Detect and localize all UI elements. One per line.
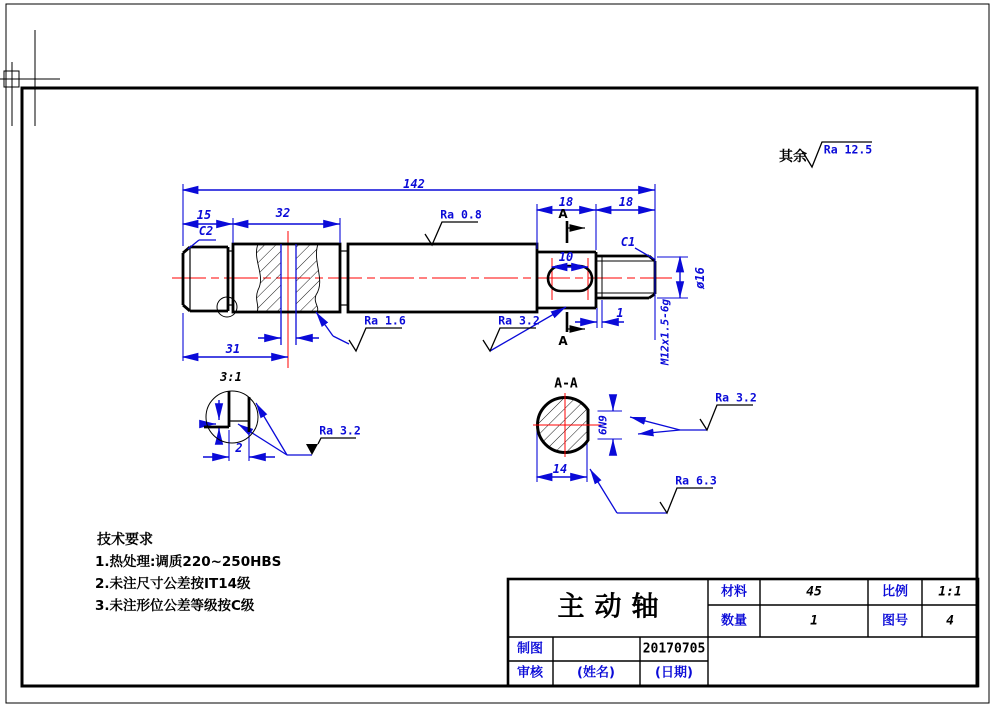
cut-mark-bottom-label: A xyxy=(558,334,568,348)
dim-total-length: 142 xyxy=(403,177,425,191)
name-placeholder: (姓名) xyxy=(577,665,615,681)
checker-label: 审核 xyxy=(516,665,544,681)
section-view-label: A-A xyxy=(554,376,578,392)
drawing-no-value: 4 xyxy=(946,613,954,629)
drawing-no-label: 图号 xyxy=(881,613,909,629)
roughness-detail-groove: Ra 3.2 xyxy=(319,423,361,438)
chamfer-left-label: C2 xyxy=(198,224,214,238)
material-value: 45 xyxy=(806,584,822,600)
tech-req-title: 技术要求 xyxy=(97,532,153,548)
part-name: 主动轴 xyxy=(557,591,669,623)
dim-seg2: 32 xyxy=(275,206,291,220)
roughness-top-surface: Ra 0.8 xyxy=(440,207,482,222)
dim-section-width: 14 xyxy=(552,462,568,476)
detail-scale-label: 3:1 xyxy=(220,370,242,384)
drawing-date: 20170705 xyxy=(642,641,706,657)
dim-undercut: 1 xyxy=(616,306,624,320)
tech-req-item-1: 1.热处理:调质220~250HBS xyxy=(95,554,282,570)
qty-value: 1 xyxy=(810,613,818,629)
dim-keyway-width: 6N9 xyxy=(596,415,610,435)
dim-keyway-length: 10 xyxy=(558,250,574,264)
scale-label: 比例 xyxy=(881,584,909,600)
qty-label: 数量 xyxy=(720,613,748,629)
shaft-outline xyxy=(183,244,655,320)
section-cut-marks xyxy=(567,221,585,332)
dim-left-to-groove: 31 xyxy=(225,342,241,356)
section-view xyxy=(533,393,601,457)
date-placeholder: (日期) xyxy=(655,665,693,681)
dim-seg1: 15 xyxy=(196,208,212,222)
dim-threadseg: 18 xyxy=(618,195,634,209)
roughness-shoulder: Ra 3.2 xyxy=(498,313,540,328)
general-roughness-prefix: 其余 xyxy=(779,149,807,165)
thread-spec-label: M12x1.5-6g xyxy=(658,298,672,366)
roughness-section-face: Ra 6.3 xyxy=(675,473,717,488)
chamfer-right-label: C1 xyxy=(620,235,636,249)
dim-diameter: ø16 xyxy=(693,267,707,289)
tech-req-item-3: 3.未注形位公差等级按C级 xyxy=(95,598,255,614)
roughness-section-keyway: Ra 3.2 xyxy=(715,390,757,405)
cut-mark-top-label: A xyxy=(558,207,568,221)
material-label: 材料 xyxy=(720,584,748,600)
scale-value: 1:1 xyxy=(938,584,962,600)
roughness-symbols xyxy=(306,142,872,513)
general-roughness-value: Ra 12.5 xyxy=(823,142,873,157)
tech-req-item-2: 2.未注尺寸公差按IT14级 xyxy=(95,576,251,592)
detail-view xyxy=(204,391,258,443)
dim-detail-groove-width: 2 xyxy=(235,441,243,455)
dim-keyseg: 18 xyxy=(558,195,574,209)
drafter-label: 制图 xyxy=(516,641,544,657)
roughness-groove-step: Ra 1.6 xyxy=(364,313,406,328)
